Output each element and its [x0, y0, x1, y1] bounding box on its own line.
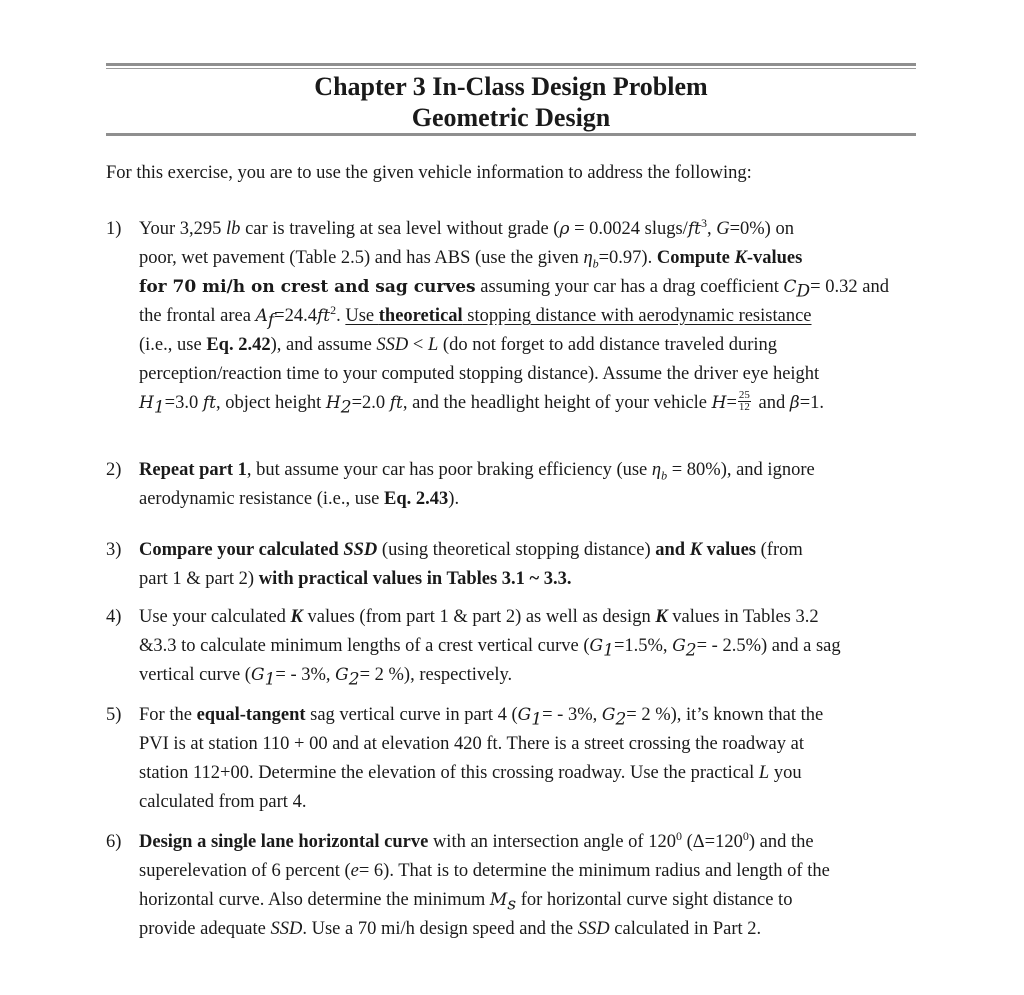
text: ). — [448, 489, 460, 509]
text: assuming your car has a drag coefficient — [475, 277, 784, 297]
symbol-g: G — [672, 636, 686, 656]
text: Use your calculated — [139, 607, 291, 627]
text: (from — [756, 540, 803, 560]
text: =1.5%, — [613, 636, 673, 656]
problem-line — [139, 857, 916, 886]
bold-text: for 70 mi/h on crest and sag curves — [139, 277, 476, 297]
text: part 1 & part 2) — [139, 569, 259, 589]
superscript: 0 — [742, 828, 749, 843]
problem-line — [139, 759, 916, 788]
problem-line — [139, 360, 916, 389]
symbol-m: M — [489, 890, 508, 910]
text: you — [769, 763, 802, 783]
problem-body — [139, 603, 916, 690]
unit: ft — [316, 306, 331, 326]
symbol-k: K — [734, 248, 747, 268]
subscript: D — [796, 281, 811, 302]
subscript: 1 — [153, 397, 165, 418]
problem-line — [139, 302, 916, 331]
symbol-k: K — [290, 607, 303, 627]
bold-text: equal-tangent — [196, 705, 306, 725]
problem-line — [139, 485, 916, 514]
subscript: 1 — [264, 669, 276, 690]
symbol-k: K — [689, 540, 703, 560]
problem-body — [139, 828, 916, 944]
symbol-g: G — [589, 636, 604, 656]
symbol-g: G — [601, 705, 616, 725]
symbol-g: G — [517, 705, 532, 725]
problem-line — [139, 273, 916, 302]
underlined-phrase — [345, 306, 811, 326]
problem-line — [139, 244, 916, 273]
text: =24.4 — [274, 306, 317, 326]
problem-line — [139, 661, 916, 690]
text: car is traveling at sea level without grade ( — [240, 219, 560, 239]
text: Your 3,295 — [139, 219, 227, 239]
bold-text: Eq. 2.42 — [206, 335, 271, 355]
bold-text: Eq. 2.43 — [384, 489, 449, 509]
subscript: f — [267, 310, 275, 331]
symbol-eta: η — [583, 248, 593, 268]
problem-line — [139, 886, 916, 915]
text: sag vertical curve in part 4 ( — [305, 705, 518, 725]
text: < — [408, 335, 428, 355]
fraction — [738, 390, 751, 413]
bold-text: -values — [746, 248, 803, 268]
problem-line — [139, 632, 916, 661]
text: =2.0 — [351, 393, 390, 413]
symbol-ssd: SSD — [343, 540, 378, 560]
text: . — [336, 306, 346, 326]
text: calculated from part 4. — [139, 792, 307, 812]
bold-text: and — [655, 540, 690, 560]
problem-line — [139, 701, 916, 730]
bold-text: Design a single lane horizontal curve — [139, 832, 429, 852]
unit: ft — [389, 393, 403, 413]
text: (Δ=120 — [681, 832, 743, 852]
subscript: 2 — [348, 669, 360, 690]
symbol-a: A — [255, 306, 268, 326]
symbol-ssd: SSD — [376, 335, 409, 355]
symbol-h: H — [711, 393, 727, 413]
text: (do not forget to add distance traveled during — [438, 335, 778, 355]
text: perception/reaction time to your computed stopping distance). Assume the driver eye height — [139, 364, 820, 384]
symbol-l: L — [758, 763, 770, 783]
intro-text: For this exercise, you are to use the given vehicle information to address the following: — [106, 163, 752, 183]
text: = - 3%, — [542, 705, 602, 725]
problem-line — [139, 536, 916, 565]
subscript: 1 — [603, 640, 614, 661]
superscript: 0 — [675, 828, 682, 843]
text: , but assume your car has poor braking efficiency (use — [246, 460, 652, 480]
text: For the — [139, 705, 197, 725]
subscript: b — [592, 256, 599, 271]
superscript: 3 — [700, 215, 707, 230]
problem-body — [139, 536, 916, 594]
problem-number: 1) — [106, 219, 122, 239]
text: horizontal curve. Also determine the minimum — [139, 890, 490, 910]
problem-number: 3) — [106, 540, 122, 560]
text: =3.0 — [164, 393, 203, 413]
problem-line — [139, 565, 916, 594]
text: . Use a 70 mi/h design speed and the — [302, 919, 578, 939]
symbol-l: L — [427, 335, 439, 355]
problem-line — [139, 389, 916, 418]
text: with an intersection angle of 120 — [428, 832, 676, 852]
problem-line — [139, 456, 916, 485]
bold-text: with practical values in Tables 3.1 ~ 3.3. — [258, 569, 572, 589]
text: vertical curve ( — [139, 665, 251, 685]
unit: lb — [226, 219, 241, 239]
unit: ft — [202, 393, 216, 413]
problem-number: 6) — [106, 832, 122, 852]
text: , — [706, 219, 717, 239]
symbol-ssd: SSD — [270, 919, 303, 939]
symbol-g: G — [716, 219, 730, 239]
text: station 112+00. Determine the elevation of this crossing roadway. Use the practical — [139, 763, 759, 783]
text: &3.3 to calculate minimum lengths of a crest vertical curve ( — [139, 636, 590, 656]
problem-number: 4) — [106, 607, 122, 627]
superscript: 2 — [330, 302, 337, 317]
fraction-denominator: 12 — [738, 401, 750, 414]
subscript: s — [507, 894, 517, 915]
problem-number: 2) — [106, 460, 122, 480]
text: PVI is at station 110 + 00 and at elevation 420 ft. There is a street crossing the roadway at — [139, 734, 804, 754]
text: = — [726, 393, 737, 413]
text: poor, wet pavement (Table 2.5) and has ABS (use the given — [139, 248, 584, 268]
bold-text: Compute — [656, 248, 735, 268]
symbol-c: C — [783, 277, 797, 297]
text: ), and assume — [270, 335, 377, 355]
page-title: Chapter 3 In-Class Design Problem — [314, 72, 708, 101]
text: = 0.0024 slugs/ — [569, 219, 688, 239]
problem-line — [139, 788, 916, 817]
subscript: 2 — [340, 397, 352, 418]
text: =0%) on — [729, 219, 794, 239]
problem-number: 5) — [106, 705, 122, 725]
page-subtitle: Geometric Design — [411, 103, 611, 132]
subscript: 1 — [531, 709, 543, 730]
text: (using theoretical stopping distance) — [377, 540, 656, 560]
problem-body — [139, 215, 916, 418]
problem-line — [139, 730, 916, 759]
bottom-rule — [106, 133, 916, 136]
text: the frontal area — [139, 306, 256, 326]
text: =0.97). — [598, 248, 657, 268]
symbol-e: e — [350, 861, 359, 881]
problem-line — [139, 828, 916, 857]
bold-text: theoretical — [378, 306, 463, 326]
text: values in Tables 3.2 — [667, 607, 819, 627]
text: = 2 %), it’s known that the — [626, 705, 824, 725]
text: (i.e., use — [139, 335, 207, 355]
text: for horizontal curve sight distance to — [516, 890, 793, 910]
bold-text: Compare your calculated — [139, 540, 344, 560]
text: = 6). That is to determine the minimum radius and length of the — [358, 861, 830, 881]
text: stopping distance with aerodynamic resistance — [462, 306, 812, 326]
text: = - 2.5%) and a sag — [696, 636, 841, 656]
unit: ft — [687, 219, 701, 239]
problem-line — [139, 915, 916, 944]
text: , object height — [215, 393, 326, 413]
problem-line — [139, 603, 916, 632]
text: = 0.32 and — [810, 277, 889, 297]
text: = 2 %), respectively. — [359, 665, 513, 685]
subscript: 2 — [685, 640, 697, 661]
symbol-eta: η — [651, 460, 662, 480]
text: = - 3%, — [275, 665, 336, 685]
problem-line — [139, 331, 916, 360]
symbol-rho: ρ — [559, 219, 570, 239]
text: calculated in Part 2. — [609, 919, 762, 939]
text: values (from part 1 & part 2) as well as design — [302, 607, 656, 627]
subscript: b — [661, 468, 668, 483]
fraction-numerator: 25 — [738, 389, 750, 402]
text: provide adequate — [139, 919, 271, 939]
text: ) and the — [748, 832, 814, 852]
bold-text: values — [702, 540, 757, 560]
symbol-g: G — [250, 665, 265, 685]
symbol-k: K — [655, 607, 668, 627]
text: Use — [345, 306, 379, 326]
top-rule-thin — [106, 68, 916, 69]
symbol-h: H — [139, 393, 154, 413]
problem-body — [139, 701, 916, 817]
bold-text: Repeat part 1 — [139, 460, 247, 480]
text: =1. — [799, 393, 825, 413]
text: aerodynamic resistance (i.e., use — [139, 489, 385, 509]
symbol-ssd: SSD — [577, 919, 610, 939]
symbol-g: G — [335, 665, 349, 685]
problem-line — [139, 215, 916, 244]
top-rule — [106, 63, 916, 66]
symbol-beta: β — [789, 393, 800, 413]
text: superelevation of 6 percent ( — [139, 861, 351, 881]
problem-body — [139, 456, 916, 514]
symbol-h: H — [325, 393, 341, 413]
text: and — [753, 393, 790, 413]
subscript: 2 — [615, 709, 627, 730]
text: = 80%), and ignore — [667, 460, 815, 480]
text: , and the headlight height of your vehicle — [402, 393, 712, 413]
